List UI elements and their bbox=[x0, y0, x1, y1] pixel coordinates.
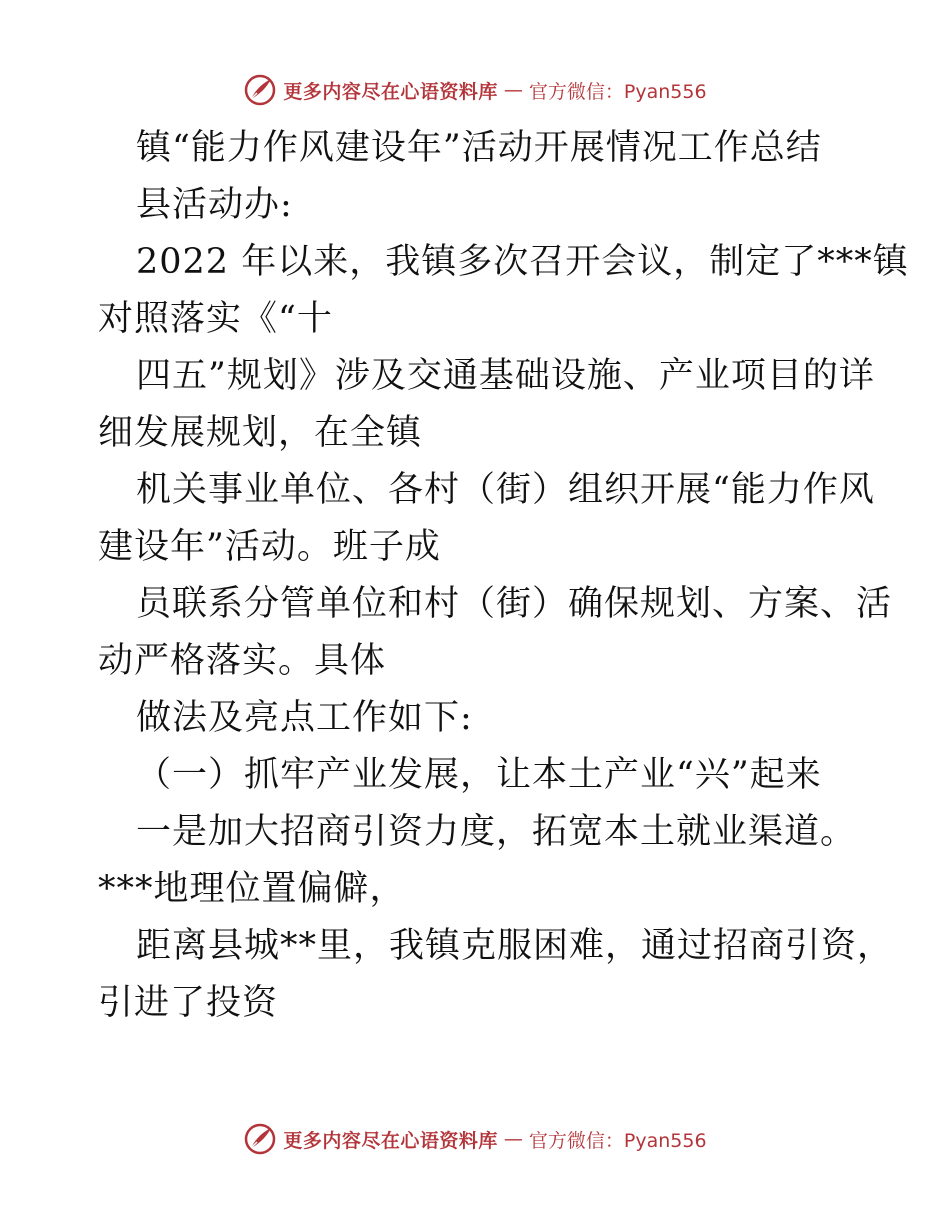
text-line: 对照落实《“十 bbox=[98, 299, 333, 339]
text-line: 镇“能力作风建设年”活动开展情况工作总结 bbox=[136, 128, 822, 168]
text-line: 引进了投资 bbox=[98, 983, 279, 1023]
brand-text: 更多内容尽在心语资料库 bbox=[283, 1129, 498, 1152]
wechat-text: 官方微信：Pyan556 bbox=[528, 1129, 707, 1152]
text-line: 机关事业单位、各村（街）组织开展“能力作风 bbox=[136, 470, 875, 510]
text-line: （一）抓牢产业发展，让本土产业“兴”起来 bbox=[136, 755, 822, 795]
separator: — bbox=[503, 79, 523, 101]
wechat-text: 官方微信：Pyan556 bbox=[528, 80, 707, 103]
text-line: 距离县城**里，我镇克服困难，通过招商引资， bbox=[136, 926, 894, 966]
text-line: 细发展规划，在全镇 bbox=[98, 413, 423, 453]
text-line: 县活动办: bbox=[136, 185, 293, 225]
text-line: ***地理位置偏僻， bbox=[98, 869, 406, 909]
text-line: 2022 年以来，我镇多次召开会议，制定了***镇 bbox=[136, 242, 909, 282]
separator: — bbox=[503, 1128, 523, 1150]
text-line: 建设年”活动。班子成 bbox=[98, 527, 441, 567]
text-line: 动严格落实。具体 bbox=[98, 641, 387, 681]
text-line: 员联系分管单位和村（街）确保规划、方案、活 bbox=[136, 584, 893, 624]
feather-pen-icon bbox=[243, 1122, 277, 1156]
text-line: 一是加大招商引资力度，拓宽本土就业渠道。 bbox=[136, 812, 857, 852]
document-body bbox=[98, 120, 909, 1032]
header-watermark-banner bbox=[0, 70, 950, 110]
text-line: 四五”规划》涉及交通基础设施、产业项目的详 bbox=[136, 356, 875, 396]
text-line: 做法及亮点工作如下: bbox=[136, 698, 473, 738]
footer-watermark-banner bbox=[0, 1119, 950, 1159]
feather-pen-icon bbox=[243, 73, 277, 107]
brand-text: 更多内容尽在心语资料库 bbox=[283, 80, 498, 103]
